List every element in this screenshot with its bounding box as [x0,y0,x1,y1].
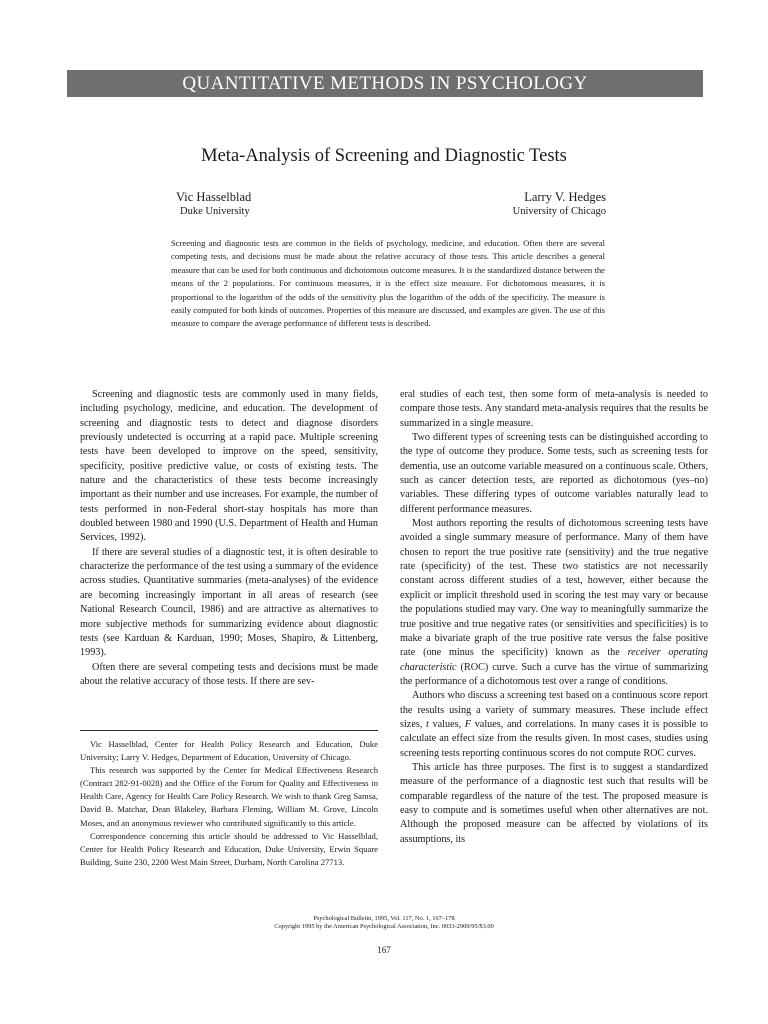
journal-imprint [0,915,768,931]
text-run: Authors who discuss a screening test based on a continuous score report the results using a variety of summary measures. These include effect sizes, [400,690,708,730]
footnotes [80,738,378,869]
section-banner-text: QUANTITATIVE METHODS IN PSYCHOLOGY [182,73,588,94]
author-affiliation: University of Chicago [512,206,606,217]
author-name: Vic Hasselblad [176,190,252,204]
footnote: Correspondence concerning this article should be addressed to Vic Hasselblad, Center for Health Policy Research and Education, Duke University, Erwin Square Building, Suite 230, 2200 West Main Street, Durham, North Carolina 27713. [80,830,378,867]
emphasis-text: t [426,718,429,730]
text-run: values, and correlations. In many cases it is possible to calculate an effect size from the results given. In most cases, studies using screening tests reporting continuous scores do not compute ROC curves. [400,718,709,759]
imprint-line: Psychological Bulletin, 1995, Vol. 117, No. 1, 167–178 [313,915,455,922]
author-block-2 [513,190,606,218]
text-run: (ROC) curve. Such a curve has the virtue of summarizing the performance of a dichotomous test over a range of conditions. [400,661,708,687]
imprint-line: Copyright 1995 by the American Psychological Association, Inc. 0033-2909/95/$3.00 [274,923,494,930]
body-paragraph [400,517,708,689]
abstract: Screening and diagnostic tests are common in the fields of psychology, medicine, and education. Often there are several competing tests, and decisions must be made about the relative accuracy of those tests. This article describes a general measure that can be used for both continuous and dichotomous outcome measures. It is the standardized distance between the means of the 2 populations. For continuous measures, it is the effect size measure. For dichotomous measures, it is proportional to the logarithm of the odds of the sensitivity plus the logarithm of the odds of the specificity. The measure is easily computed for both kinds of outcomes. Properties of this measure are discussed, and examples are given. The use of this measure to compare the average performance of different tests is described. [171,238,605,329]
author-affiliation: Duke University [180,206,250,217]
footnote: Vic Hasselblad, Center for Health Policy Research and Education, Duke University; Larry V. Hedges, Department of Education, University of Chicago. [80,739,378,763]
article-title: Meta-Analysis of Screening and Diagnostic Tests [201,146,567,166]
author-block-1 [176,190,251,218]
emphasis-text: receiver operating characteristic [400,647,708,673]
body-paragraph [400,689,708,761]
body-paragraph: This article has three purposes. The first is to suggest a standardized measure of the performance of a diagnostic test such that results will be comparable regardless of the nature of the test. The proposed measure is easy to compute and is sometimes useful when other alternatives are not. Although the proposed measure can be affected by violations of its assumptions, its [400,761,708,845]
text-run: Most authors reporting the results of dichotomous screening tests have avoided a single summary measure of performance. Many of them have chosen to report the true positive rate (sensitivity) and the true negative rate (specificity) of the test. These two statistics are not necessarily constant across different studies of a test, however, either because the explicit or implicit threshold used in scoring the test may vary or because the populations studied may vary. One way to meaningfully summarize the true positive and true negative rates (or sensitivities and specificities) is to make a bivariate graph of the true positive rate versus the false positive rate (one minus the specificity) known as the [400,518,708,659]
emphasis-text: F [464,718,472,730]
footnote-divider [80,730,378,731]
page-number: 167 [377,945,391,955]
body-paragraph: If there are several studies of a diagnostic test, it is often desirable to characterize the performance of the test using a summary of the evidence across studies. Quantitative summaries (meta-analyses) of the evidence are becoming increasingly important in all areas of research (see National Research Council, 1986) and are attractive as alternatives to more subjective methods for summarizing evidence about diagnostic tests (see Karduan & Karduan, 1990; Moses, Shapiro, & Littenberg, 1993). [80,546,378,659]
body-paragraph: Screening and diagnostic tests are commonly used in many fields, including psychology, medicine, and education. The development of screening and diagnostic tests to detect and diagnose disorders previously undetected is occurring at a rapid pace. Multiple screening tests have been developed to improve on the speed, sensitivity, specificity, positive predictive value, or costs of existing tests. The nature and the characteristics of these tests become increasingly important as their number and use increases. For example, the number of tests performed in non-Federal short-stay hospitals has more than doubled between 1980 and 1990 (U.S. Department of Health and Human Services, 1992). [80,389,378,544]
body-paragraph: eral studies of each test, then some form of meta-analysis is needed to compare those tests. Any standard meta-analysis requires that the results be summarized in a single measure. [400,389,708,429]
author-name: Larry V. Hedges [524,190,606,204]
body-column-right [400,388,708,847]
text-run: values, [432,718,462,730]
body-paragraph: Two different types of screening tests can be distinguished according to the type of outcome they produce. Some tests, such as screening tests for dementia, use an outcome variable measured on a continuous scale. Others, such as cancer detection tests, are reported as dichotomous (yes–no) variables. These differing types of outcome variables naturally lead to different performance measures. [400,432,708,515]
section-banner [67,70,703,97]
body-column-left [80,388,378,689]
footnote: This research was supported by the Center for Medical Effectiveness Research (Contract 282-91-0028) and the Office of the Forum for Quality and Effectiveness in Health Care, Agency for Health Care Policy Research. We wish to thank Greg Samsa, David B. Matchar, Dean Blakeley, Barbara Fleming, William M. Grove, Lincoln Moses, and an anonymous reviewer who contributed significantly to this article. [80,765,378,828]
body-paragraph: Often there are several competing tests and decisions must be made about the relative accuracy of those tests. If there are sev- [80,661,378,687]
